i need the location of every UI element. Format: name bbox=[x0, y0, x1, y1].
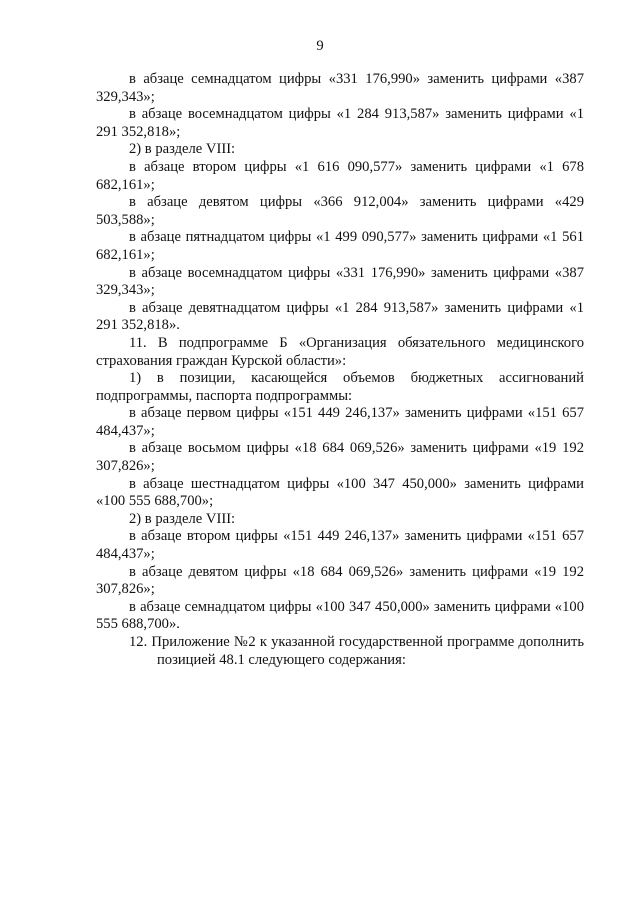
paragraph: в абзаце восемнадцатом цифры «331 176,990» заменить цифрами «387 329,343»; bbox=[96, 264, 584, 299]
paragraph: 2) в разделе VIII: bbox=[129, 141, 236, 158]
paragraph: в абзаце шестнадцатом цифры «100 347 450,000» заменить цифрами «100 555 688,700»; bbox=[96, 475, 584, 510]
paragraph: в абзаце втором цифры «1 616 090,577» заменить цифрами «1 678 682,161»; bbox=[96, 158, 584, 193]
paragraph: 2) в разделе VIII: bbox=[129, 510, 236, 527]
paragraph: в абзаце девятом цифры «366 912,004» заменить цифрами «429 503,588»; bbox=[96, 194, 584, 228]
paragraph: в абзаце семнадцатом цифры «100 347 450,000» заменить цифрами «100 555 688,700». bbox=[96, 598, 584, 633]
document-body bbox=[96, 71, 584, 669]
paragraph: в абзаце восьмом цифры «18 684 069,526» заменить цифрами «19 192 307,826»; bbox=[96, 440, 584, 475]
paragraph: 11. В подпрограмме Б «Организация обязательного медицинского страхования граждан Курской области»: bbox=[96, 334, 584, 369]
paragraph: в абзаце пятнадцатом цифры «1 499 090,577» заменить цифрами «1 561 682,161»; bbox=[96, 229, 584, 263]
page-number: 9 bbox=[316, 38, 324, 54]
paragraph: в абзаце семнадцатом цифры «331 176,990» заменить цифрами «387 329,343»; bbox=[96, 71, 584, 105]
paragraph: в абзаце девятом цифры «18 684 069,526» заменить цифрами «19 192 307,826»; bbox=[96, 563, 584, 598]
paragraph: 12. Приложение №2 к указанной государственной программе дополнить позицией 48.1 следующего содержания: bbox=[129, 634, 584, 668]
paragraph: в абзаце втором цифры «151 449 246,137» заменить цифрами «151 657 484,437»; bbox=[96, 528, 584, 563]
paragraph: 1) в позиции, касающейся объемов бюджетных ассигнований подпрограммы, паспорта подпрограммы: bbox=[96, 370, 584, 404]
paragraph: в абзаце первом цифры «151 449 246,137» заменить цифрами «151 657 484,437»; bbox=[96, 405, 584, 439]
paragraph: в абзаце девятнадцатом цифры «1 284 913,587» заменить цифрами «1 291 352,818». bbox=[96, 299, 584, 334]
paragraph: в абзаце восемнадцатом цифры «1 284 913,587» заменить цифрами «1 291 352,818»; bbox=[96, 106, 584, 140]
